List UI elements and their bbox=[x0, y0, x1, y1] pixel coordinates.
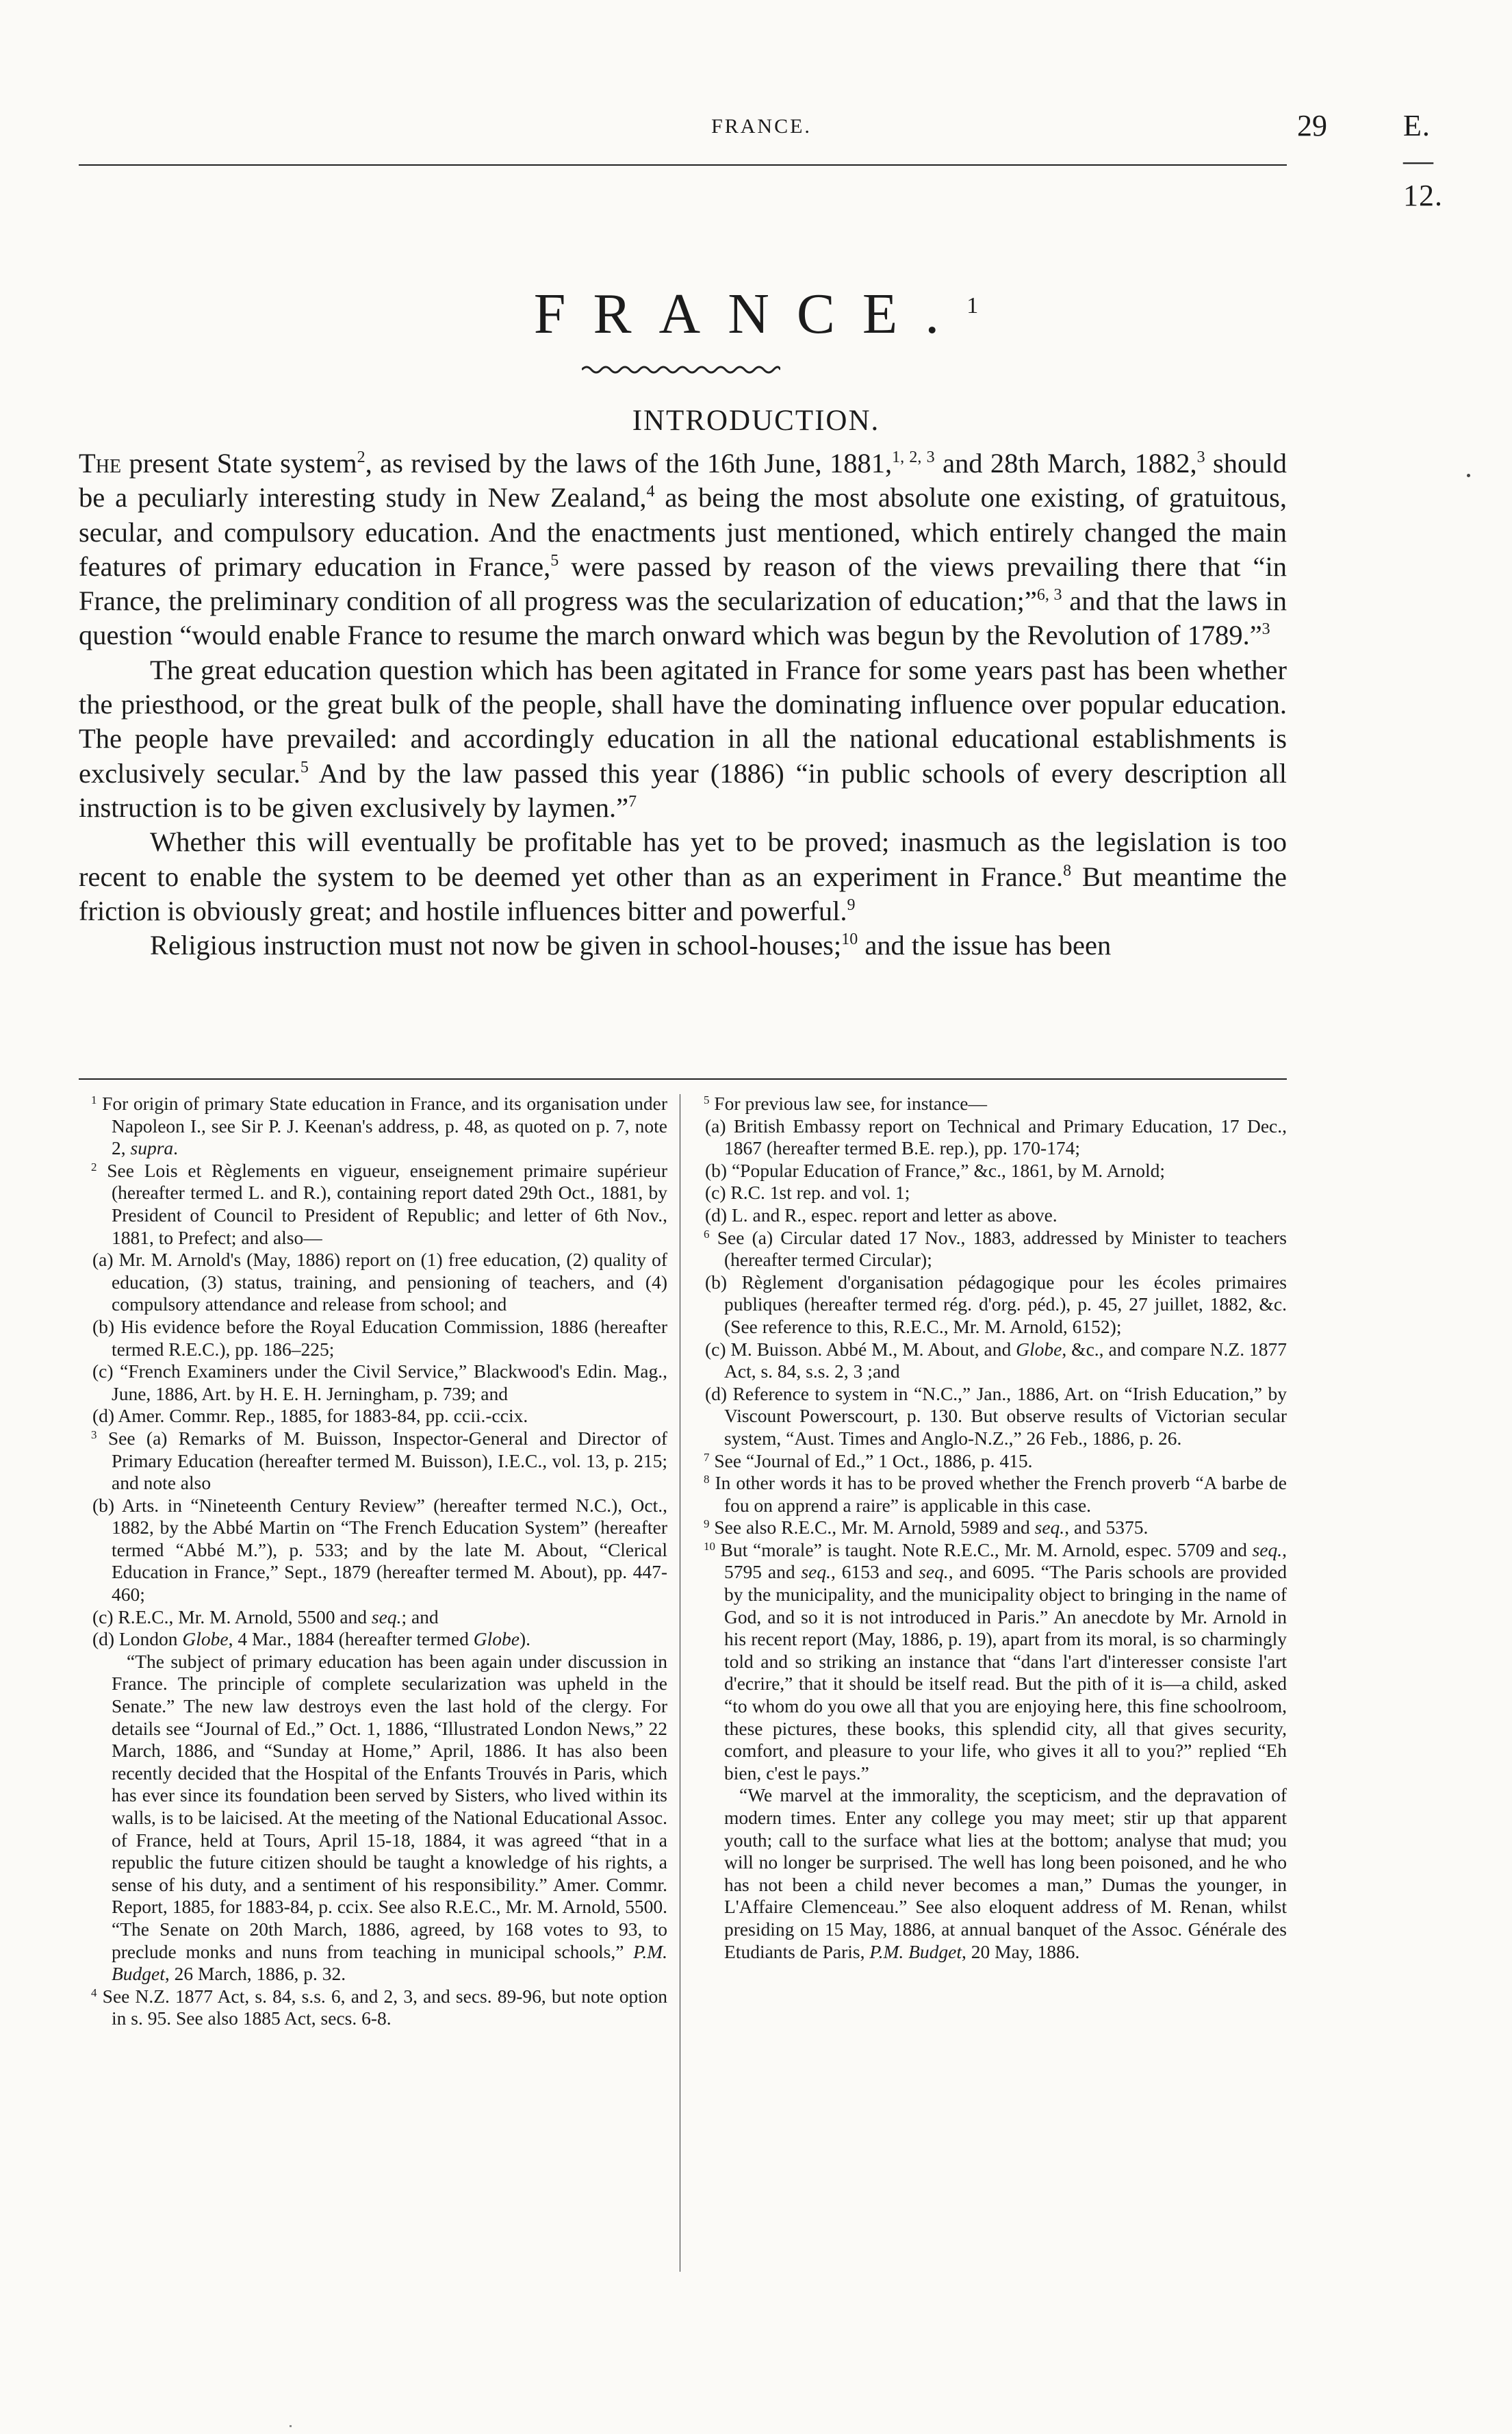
footnote-ref: 6, 3 bbox=[1036, 586, 1062, 605]
footnote-text: , 4 Mar., 1884 (hereafter termed bbox=[228, 1628, 474, 1650]
footnote-6c bbox=[691, 1339, 1287, 1383]
lead-word: The bbox=[79, 448, 122, 479]
footnote-text: For previous law see, for instance— bbox=[709, 1093, 988, 1114]
footnote-text: (d) London bbox=[92, 1628, 183, 1650]
section-heading: INTRODUCTION. bbox=[632, 405, 880, 437]
footnotes-left-column bbox=[79, 1093, 667, 2030]
footnote-text: But “morale” is taught. Note R.E.C., Mr. M. Arnold, espec. 5709 and bbox=[715, 1538, 1253, 1560]
title-footnote-ref: 1 bbox=[966, 293, 979, 318]
footnote-rule bbox=[79, 1078, 1287, 1080]
footnote-text: , 20 May, 1886. bbox=[962, 1940, 1080, 1962]
footnote-3d bbox=[79, 1628, 667, 1651]
footnote-ref: 10 bbox=[841, 930, 858, 949]
footnote-3-quote bbox=[79, 1651, 667, 1986]
footnote-italic: Globe bbox=[1016, 1338, 1062, 1360]
text-run: should be a peculiarly interesting study in New Zealand, bbox=[79, 448, 1287, 514]
footnote-italic: Globe bbox=[182, 1628, 229, 1650]
footnote-6d: (d) Reference to system in “N.C.,” Jan., 1886, Art. on “Irish Education,” by Viscount Powerscourt, p. 130. But observe results of Victorian secular system, “Aust. Times and Anglo-N.Z.,” 26 Feb., 1886, p. 26. bbox=[705, 1382, 1287, 1449]
footnote-4 bbox=[79, 1986, 667, 2030]
footnote-text: ; and bbox=[401, 1606, 439, 1627]
footnote-text: In other words it has to be proved whether the French proverb “A barbe de fou on apprend a raire” is applicable in this case. bbox=[709, 1472, 1287, 1516]
footnotes-right-column bbox=[691, 1093, 1287, 1963]
footnote-italic: seq. bbox=[1252, 1538, 1283, 1560]
footnote-2d: (d) Amer. Commr. Rep., 1885, for 1883-84, pp. ccii.-ccix. bbox=[92, 1405, 528, 1427]
footnote-7 bbox=[691, 1450, 1287, 1473]
paragraph-3 bbox=[79, 825, 1287, 928]
paragraph-2 bbox=[79, 653, 1287, 825]
footnote-number: 2 bbox=[91, 1160, 97, 1174]
page-title bbox=[0, 281, 1512, 347]
footnote-text: See (a) Remarks of M. Buisson, Inspector-General and Director of Primary Education (hereafter termed M. Buisson), I.E.C., vol. 13, p. 215; and note also bbox=[97, 1427, 667, 1494]
text-run: Religious instruction must not now be given in school-houses; bbox=[150, 930, 842, 961]
footnote-ref: 5 bbox=[550, 551, 559, 570]
footnote-text: “We marvel at the immorality, the scepticism, and the depravation of modern times. Enter any college you may meet; stir up that apparent youth; call to the surface what lies at the bottom; analyse that mud; you will no longer be surprised. The well has long been poisoned, and he who has not been a child never becomes a man,” Dumas the younger, in L'Affaire Clemenceau.” See also eloquent address of M. Renan, whilst presiding on 15 May, 1886, at annual banquet of the Assoc. Générale des Etudiants de Paris, bbox=[724, 1784, 1287, 1962]
text-run: The great education question which has been agitated in France for some years past has been whether the priesthood, or the great bulk of the people, shall have the dominating influence over popular education. The people have prevailed: and accordingly education in all the national educational establishments is exclusively secular. bbox=[79, 654, 1287, 789]
header-rule bbox=[79, 164, 1287, 166]
footnote-3b: (b) Arts. in “Nineteenth Century Review” (hereafter termed N.C.), Oct., 1882, by the Abbé Martin on “The French Education System” (hereafter termed “Abbé M.”), p. 533; and by the late M. About, “Clerical Education in France,” Sept., 1879 (hereafter termed M. About), pp. 447-460; bbox=[92, 1494, 667, 1606]
footnote-italic: seq. bbox=[371, 1606, 402, 1627]
footnote-6b: (b) Règlement d'organisation pédagogique pour les écoles primaires publiques (hereafter termed rég. d'org. péd.), p. 45, 27 juillet, 1882, &c. (See reference to this, R.E.C., Mr. M. Arnold, 6152); bbox=[705, 1271, 1287, 1337]
text-run: were passed by reason of the views prevailing there that “in France, the preliminary condition of all progress was the secularization of education;” bbox=[79, 550, 1287, 617]
footnote-5a: (a) British Embassy report on Technical and Primary Education, 17 Dec., 1867 (hereafter termed B.E. rep.), pp. 170-174; bbox=[705, 1115, 1287, 1159]
footnote-10-quote bbox=[691, 1784, 1287, 1963]
footnote-text: See Lois et Règlements en vigueur, enseignement primaire supérieur (hereafter termed L. and R.), containing report dated 29th Oct., 1881, by President of Council to President of Republic; and letter of 6th Nov., 1881, to Prefect; and also— bbox=[97, 1159, 667, 1248]
footnote-italic: seq. bbox=[1034, 1517, 1065, 1538]
stray-mark bbox=[1467, 474, 1470, 477]
text-run: as being the most absolute one existing, of gratuitous, secular, and compulsory education. And the enactments just mentioned, which entirely changed the main features of primary education in France, bbox=[79, 482, 1287, 582]
footnote-ref: 3 bbox=[1196, 448, 1205, 466]
text-run: And by the law passed this year (1886) “in public schools of every description all instruction is to be given exclusively by laymen.” bbox=[79, 757, 1287, 823]
footnote-ref: 3 bbox=[1261, 620, 1270, 639]
footnote-2b: (b) His evidence before the Royal Education Commission, 1886 (hereafter termed R.E.C.), pp. 186–225; bbox=[92, 1315, 667, 1360]
footnote-number: 5 bbox=[704, 1093, 710, 1106]
footnote-5c: (c) R.C. 1st rep. and vol. 1; bbox=[705, 1182, 910, 1204]
footnote-text: . bbox=[173, 1137, 179, 1159]
footnote-text: ). bbox=[519, 1628, 530, 1650]
footnote-text: , and 6095. “The Paris schools are provided by the municipality, and the municipality object to bringing in the name of God, and so it is not introduced in Paris.” An anecdote by Mr. Arnold in his recent report (May, 1886, p. 19), apart from its moral, is so charmingly told and so striking an instance that “dans l'art d'interesser consiste l'art d'ecrire,” that it should be itself read. But the pith of it is—a child, asked “to whom do you owe all that you are enjoying here, this fine schoolroom, these pictures, these books, this splendid city, all that gives security, comfort, and pleasure to your life, who gives it all to you?” replied “Eh bien, c'est le pays.” bbox=[724, 1561, 1287, 1784]
footnote-6 bbox=[691, 1227, 1287, 1271]
footnote-number: 9 bbox=[704, 1517, 710, 1531]
body-text bbox=[79, 446, 1287, 963]
text-run: present State system bbox=[121, 448, 357, 479]
footnote-ref: 7 bbox=[628, 792, 637, 811]
footnote-italic: seq. bbox=[801, 1561, 831, 1583]
footnote-text: , and 5375. bbox=[1064, 1517, 1149, 1538]
footnote-text: See N.Z. 1877 Act, s. 84, s.s. 6, and 2, 3, and secs. 89-96, but note option in s. 95. See also 1885 Act, secs. 6-8. bbox=[97, 1985, 667, 2029]
footnote-ref: 2 bbox=[357, 448, 366, 466]
document-code: E.—12. bbox=[1403, 109, 1443, 212]
footnote-number: 4 bbox=[91, 1986, 97, 1999]
text-run: , as revised by the laws of the 16th June, 1881, bbox=[365, 448, 893, 479]
footnote-5b: (b) “Popular Education of France,” &c., 1861, by M. Arnold; bbox=[705, 1159, 1166, 1181]
footnote-text: , &c., and compare N.Z. 1877 Act, s. 84, s.s. 2, 3 ;and bbox=[724, 1338, 1287, 1382]
wavy-ornament bbox=[582, 363, 780, 377]
title-text: FRANCE. bbox=[533, 282, 967, 346]
footnote-text: See “Journal of Ed.,” 1 Oct., 1886, p. 415. bbox=[709, 1449, 1033, 1471]
footnote-3 bbox=[79, 1428, 667, 1495]
footnote-2 bbox=[79, 1160, 667, 1249]
footnote-italic: seq. bbox=[919, 1561, 949, 1583]
footnote-text: (c) M. Buisson. Abbé M., M. About, and bbox=[705, 1338, 1016, 1360]
footnote-ref: 1, 2, 3 bbox=[892, 448, 935, 466]
footnote-text: “The subject of primary education has been again under discussion in France. The principle of complete secularization was upheld in the Senate.” The new law destroys even the last hold of the clergy. For details see “Journal of Ed.,” Oct. 1, 1886, “Illustrated London News,” 22 March, 1886, and “Sunday at Home,” April, 1886. It has also been recently decided that the Hospital of the Enfants Trouvés in Paris, which has ever since its foundation been served by Sisters, who lived within its walls, is to be laicised. At the meeting of the National Educational Assoc. of France, held at Tours, April 15-18, 1884, it was agreed “that in a republic the future citizen should be taught a knowledge of his rights, a sense of his duty, and a sentiment of his responsibility.” Amer. Commr. Report, 1885, for 1883-84, p. ccix. See also R.E.C., Mr. M. Arnold, 5500. “The Senate on 20th March, 1886, agreed, by 168 votes to 93, to preclude monks and nuns from teaching in municipal schools,” bbox=[112, 1650, 667, 1962]
footnote-5d: (d) L. and R., espec. report and letter as above. bbox=[705, 1204, 1058, 1226]
footnote-text: See also R.E.C., Mr. M. Arnold, 5989 and bbox=[709, 1517, 1035, 1538]
text-run: and the issue has been bbox=[858, 930, 1112, 961]
footnote-ref: 8 bbox=[1063, 861, 1072, 880]
footnote-text: , 6153 and bbox=[830, 1561, 919, 1583]
footnote-2a: (a) Mr. M. Arnold's (May, 1886) report on (1) free education, (2) quality of education, (3) status, training, and pensioning of teachers, and (4) compulsory attendance and release from school; and bbox=[92, 1249, 667, 1315]
footnote-9 bbox=[691, 1517, 1287, 1539]
footnote-number: 7 bbox=[704, 1450, 710, 1464]
running-head bbox=[79, 103, 1444, 212]
footnote-italic: P.M. Budget bbox=[112, 1940, 667, 1985]
footnote-ref: 9 bbox=[847, 896, 856, 914]
text-run: But meantime the friction is obviously great; and hostile influences bitter and powerful. bbox=[79, 861, 1287, 926]
footnote-italic: supra bbox=[130, 1137, 174, 1159]
footnote-text: , 5795 and bbox=[724, 1538, 1287, 1583]
footnote-8 bbox=[691, 1472, 1287, 1517]
footnote-text: For origin of primary State education in France, and its organisation under Napoleon I., see Sir P. J. Keenan's address, p. 48, as quoted on p. 7, note 2, bbox=[97, 1093, 667, 1159]
running-title: FRANCE. bbox=[711, 115, 812, 138]
footnote-10 bbox=[691, 1539, 1287, 1785]
footnote-number: 6 bbox=[704, 1227, 710, 1241]
stray-mark bbox=[290, 2425, 292, 2427]
footnote-ref: 5 bbox=[300, 758, 309, 776]
footnote-italic: Globe bbox=[473, 1628, 520, 1650]
paragraph-4 bbox=[79, 928, 1287, 963]
footnote-text: See (a) Circular dated 17 Nov., 1883, addressed by Minister to teachers (hereafter termed Circular); bbox=[709, 1226, 1287, 1271]
footnote-number: 8 bbox=[704, 1473, 710, 1486]
footnote-italic: P.M. Budget bbox=[869, 1940, 962, 1962]
footnote-1 bbox=[79, 1093, 667, 1160]
paragraph-1 bbox=[79, 446, 1287, 653]
text-run: Whether this will eventually be profitable has yet to be proved; inasmuch as the legislation is too recent to enable the system to be deemed yet other than as an experiment in France. bbox=[79, 826, 1287, 892]
footnote-5 bbox=[691, 1093, 1287, 1115]
text-run: and 28th March, 1882, bbox=[934, 448, 1197, 479]
footnote-number: 1 bbox=[91, 1093, 97, 1106]
page-number: 29 bbox=[1297, 109, 1327, 142]
footnote-number: 10 bbox=[704, 1539, 715, 1553]
text-run: and that the laws in question “would enable France to resume the march onward which was begun by the Revolution of 1789.” bbox=[79, 585, 1287, 651]
footnote-text: (c) R.E.C., Mr. M. Arnold, 5500 and bbox=[92, 1606, 372, 1627]
footnote-2c: (c) “French Examiners under the Civil Service,” Blackwood's Edin. Mag., June, 1886, Art. by H. E. H. Jerningham, p. 739; and bbox=[92, 1360, 667, 1404]
footnote-3c bbox=[79, 1606, 667, 1629]
footnote-ref: 4 bbox=[646, 483, 655, 501]
footnote-number: 3 bbox=[91, 1428, 97, 1441]
footnote-text: , 26 March, 1886, p. 32. bbox=[164, 1963, 346, 1985]
